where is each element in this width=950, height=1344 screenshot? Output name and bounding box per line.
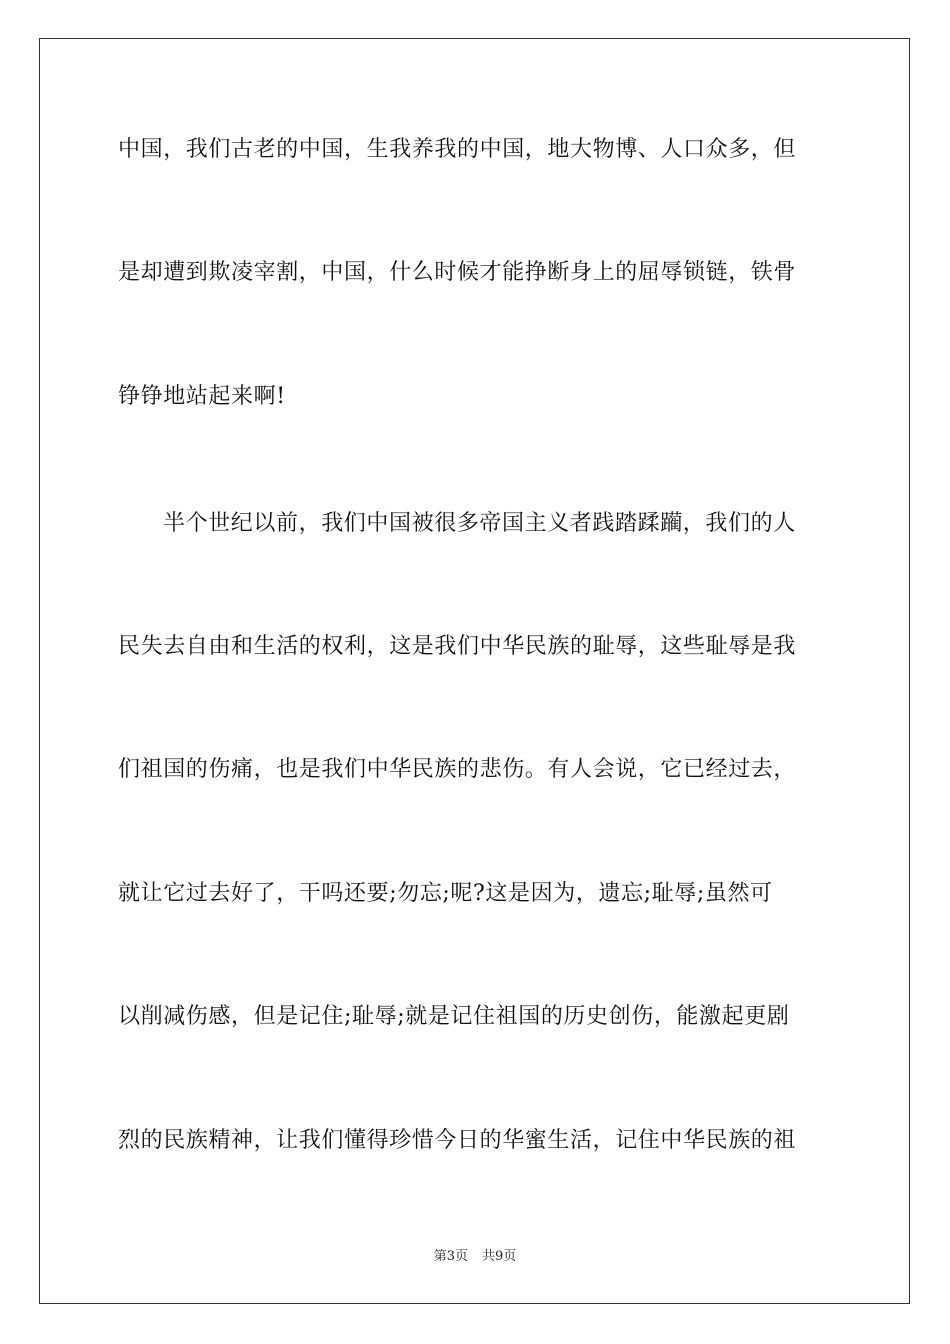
text-line: 民失去自由和生活的权利，这是我们中华民族的耻辱，这些耻辱是我	[118, 634, 797, 659]
text-line: 铮铮地站起来啊!	[118, 384, 286, 409]
page-footer	[0, 1248, 950, 1266]
text-line: 就让它过去好了，干吗还要;勿忘;呢?这是因为，遗忘;耻辱;虽然可	[118, 881, 773, 906]
page-total: 共9页	[482, 1249, 517, 1264]
text-line: 以削减伤感，但是记住;耻辱;就是记住祖国的历史创伤，能激起更剧	[118, 1004, 790, 1029]
page-border	[39, 38, 910, 1304]
text-line: 们祖国的伤痛，也是我们中华民族的悲伤。有人会说，它已经过去，	[118, 757, 797, 782]
text-line: 是却遭到欺凌宰割，中国，什么时候才能挣断身上的屈辱锁链，铁骨	[118, 260, 797, 285]
text-line: 半个世纪以前，我们中国被很多帝国主义者践踏蹂躏，我们的人	[163, 511, 796, 536]
text-line: 中国，我们古老的中国，生我养我的中国，地大物博、人口众多，但	[118, 137, 797, 162]
text-line: 烈的民族精神，让我们懂得珍惜今日的华蜜生活，记住中华民族的祖	[118, 1128, 797, 1153]
page-number: 第3页	[433, 1249, 468, 1264]
